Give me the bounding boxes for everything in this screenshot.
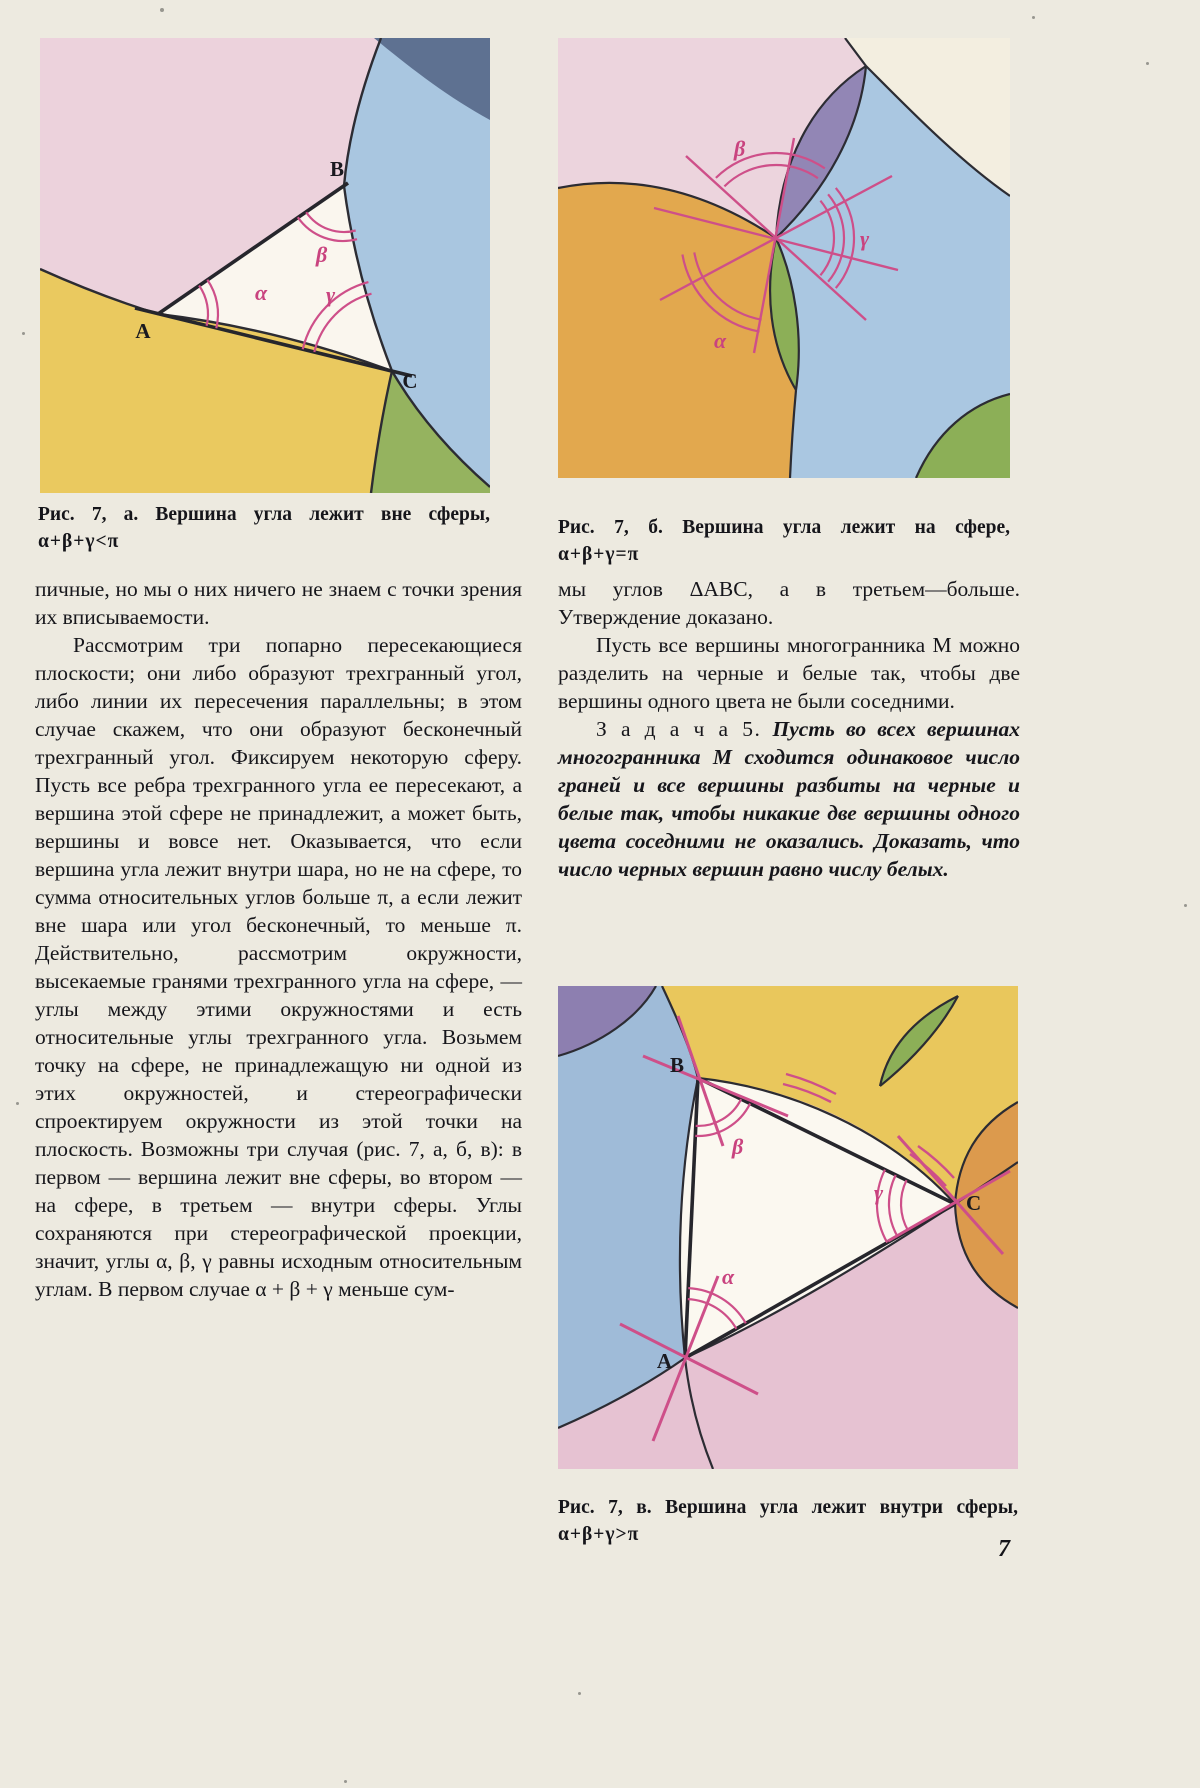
right-text-column [558, 575, 1020, 883]
task-body: Пусть во всех вершинах многогранника М сходится одинаковое число граней и все вершины разбиты на черные и белые так, чтобы никакие две вершины одного цвета соседними не оказались. Доказать, что число черных вершин равно числу белых. [558, 717, 1021, 881]
vertex-label-A: A [135, 319, 151, 343]
paragraph: Пусть все вершины многогранника М можно разделить на черные и белые так, чтобы две вершины одного цвета не были соседними. [558, 633, 1020, 713]
angle-label-beta: β [316, 242, 328, 267]
caption-body: Вершина угла лежит внутри сферы, [665, 1497, 1019, 1518]
page-number: 7 [998, 1536, 1010, 1562]
scan-speck [16, 1102, 19, 1105]
figure-7b-caption [558, 514, 1010, 569]
scan-speck [578, 1692, 581, 1695]
task-paragraph [558, 715, 1020, 883]
caption-prefix: Рис. 7, в. [558, 1497, 652, 1518]
vertex-label-B: B [669, 1053, 684, 1077]
caption-formula: α+β+γ<π [38, 531, 120, 553]
vertex-label-A: A [656, 1349, 672, 1373]
caption-text [558, 1494, 1018, 1521]
angle-label-gamma: γ [326, 282, 336, 307]
scan-speck [160, 8, 164, 12]
caption-body: Вершина угла лежит на сфере, [682, 517, 1011, 538]
caption-text [38, 501, 490, 528]
vertex-label-C: C [966, 1191, 982, 1215]
paragraph: пичные, но мы о них ничего не знаем с точки зрения их вписываемости. [35, 577, 522, 629]
angle-label-beta: β [732, 1134, 744, 1159]
angle-label-gamma: γ [860, 226, 870, 251]
figure-7a-drawing [40, 38, 490, 493]
figure-7a [40, 38, 490, 493]
caption-text [558, 514, 1010, 541]
angle-label-alpha: α [255, 280, 268, 305]
scan-speck [1184, 904, 1187, 907]
scan-speck [1032, 16, 1035, 19]
figure-7b [558, 38, 1010, 478]
figure-7c [558, 986, 1018, 1469]
figure-7c-drawing [558, 986, 1018, 1469]
figure-7c-caption [558, 1494, 1018, 1549]
scan-speck [344, 1780, 347, 1783]
caption-formula: α+β+γ=π [558, 544, 640, 566]
caption-formula: α+β+γ>π [558, 1524, 640, 1546]
vertex-label-C: C [402, 369, 418, 393]
caption-body: Вершина угла лежит вне сферы, [155, 504, 490, 525]
angle-label-alpha: α [714, 328, 727, 353]
caption-prefix: Рис. 7, б. [558, 517, 663, 538]
scan-speck [1146, 62, 1149, 65]
angle-label-beta: β [734, 136, 746, 161]
vertex-label-B: B [329, 157, 345, 181]
paragraph: Рассмотрим три попарно пересекающиеся плоскости; они либо образуют трехгранный угол, либо линии их пересечения параллельны; в этом случае скажем, что они образуют бесконечный трехгранный угол. Фиксируем некоторую сферу. Пусть все ребра трехгранного угла ее пересекают, а вершина этой сфере не принадлежит, а может быть, вершины и вовсе нет. Оказывается, что если вершина угла лежит внутри шара, но не на сфере, то сумма относительных углов больше π, а если лежит вне шара или угол бесконечный, то меньше π. Действительно, рассмотрим окружности, высекаемые гранями трехгранного угла на сфере, — углы между этими окружностями и есть относительные углы трехгранного угла. Возьмем точку на сфере, не принадлежащую ни одной из этих окружностей, и стереографически спроектируем окружности из этой точки на плоскость. Возможны три случая (рис. 7, а, б, в): в первом — вершина лежит вне сферы, во втором — на сфере, в третьем — внутри сферы. Углы сохраняются при стереографической проекции, значит, углы α, β, γ равны исходным относительным углам. В первом случае α + β + γ меньше сум- [35, 633, 522, 1301]
caption-prefix: Рис. 7, а. [38, 504, 139, 525]
paragraph: мы углов ΔABC, а в третьем—больше. Утверждение доказано. [558, 577, 1020, 629]
figure-7a-caption [38, 501, 490, 556]
task-label: З а д а ч а 5. [596, 717, 762, 741]
angle-label-gamma: γ [874, 1180, 884, 1205]
figure-7b-drawing [558, 38, 1010, 478]
left-text-column [35, 575, 522, 1303]
angle-label-alpha: α [722, 1264, 735, 1289]
scan-speck [22, 332, 25, 335]
